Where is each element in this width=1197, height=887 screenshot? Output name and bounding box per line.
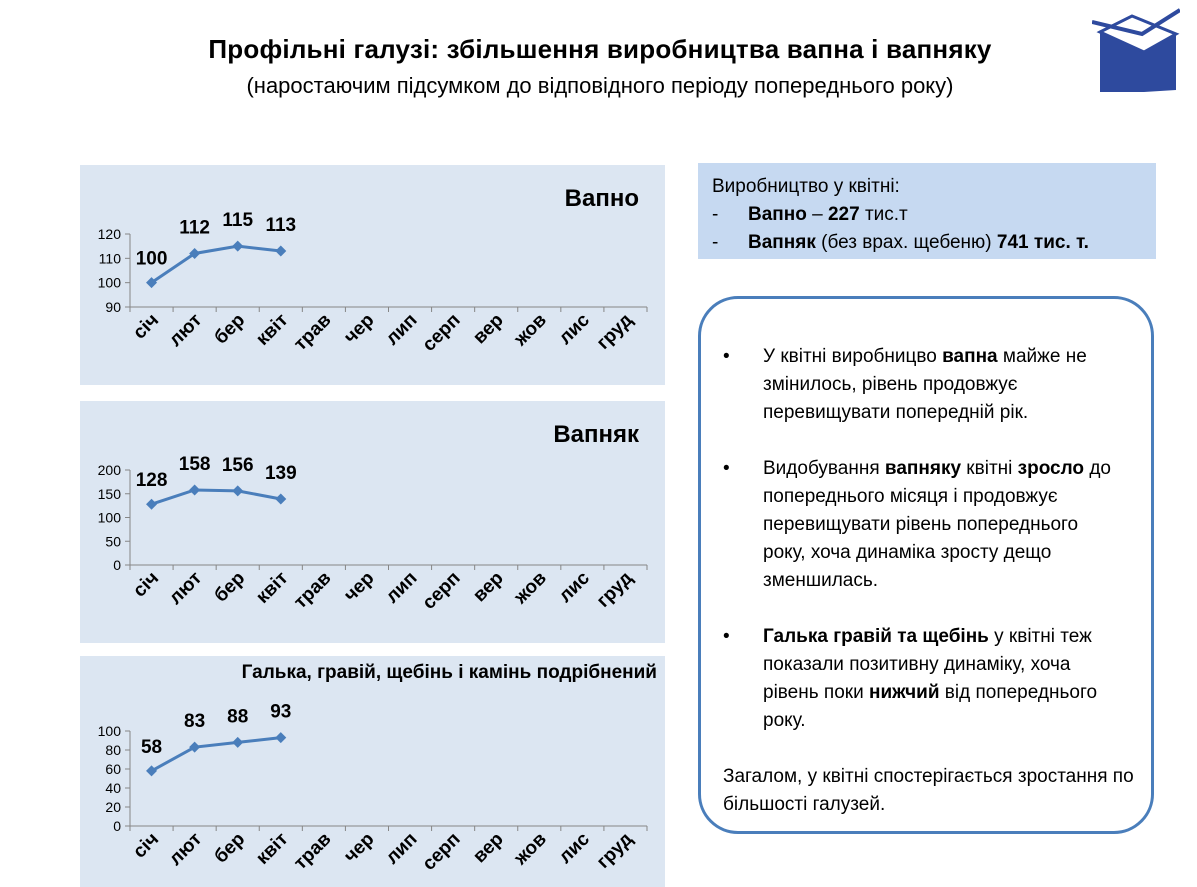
y-tick-label: 200 [97,462,121,478]
data-label: 115 [222,210,254,232]
series-line [152,246,281,283]
data-point [275,493,286,504]
y-tick-label: 80 [105,742,121,758]
x-category-label: трав [290,309,336,356]
chart-panel-vapno [80,165,665,385]
text: до попереднього місяця і продовжує перевищувати рівень попереднього року, хоча динаміка зросту дещо зменшилась. [763,458,1111,591]
y-tick-label: 50 [105,533,121,550]
text: у квітні теж показали позитивну динаміку, хоча рівень поки [763,626,1092,703]
data-point [189,484,200,495]
text-bold: вапна [942,346,998,367]
comments-box [698,296,1154,834]
x-category-label: вер [469,567,508,607]
x-category-label: лют [165,309,207,351]
x-category-label: трав [290,828,336,875]
data-point [275,732,286,743]
y-tick-label: 100 [97,723,121,739]
x-category-label: жов [510,567,551,609]
production-row-vapno [712,201,1142,229]
text: від попереднього року. [763,682,1098,731]
series-line [152,738,281,771]
x-category-label: лип [381,309,422,350]
y-tick-label: 100 [97,274,121,291]
x-category-label: квіт [252,567,293,608]
production-row-vapniak [712,229,1142,257]
bullet-dot: • [723,458,730,479]
production-vapniak-value: 741 тис. т. [996,232,1089,253]
y-tick-label: 90 [105,299,121,315]
logo-icon [1092,6,1180,94]
text: квітні [961,458,1018,479]
text-bold: вапняку [884,458,962,479]
production-vapno-value: 227 [827,204,860,225]
text-bold: зросло [1017,458,1085,479]
production-sep: – [806,204,828,225]
data-label: 139 [264,462,297,484]
chart-title-vapno: Вапно [564,185,639,212]
text: Видобування [763,458,885,479]
bullet-dot: • [723,626,730,647]
production-heading: Виробництво у квітні: [712,176,900,197]
x-category-label: вер [469,828,508,868]
x-category-label: січ [129,309,164,344]
data-label: 158 [178,453,211,475]
production-vapno-label: Вапно [748,204,807,225]
dash: - [712,232,719,253]
text: У квітні виробницво [763,346,943,367]
x-category-label: січ [129,567,164,602]
data-point [232,485,243,496]
data-label: 156 [221,454,254,476]
y-tick-label: 120 [97,226,121,242]
production-vapno-unit: тис.т [859,204,908,225]
text-bold: нижчий [868,682,940,703]
data-point [232,737,243,748]
data-label: 93 [270,701,292,723]
dash: - [712,204,719,225]
x-category-label: трав [290,567,336,614]
data-label: 83 [184,711,206,733]
chart-title-vapniak: Вапняк [553,421,639,448]
x-category-label: лют [165,828,207,870]
text: майже не змінилось, рівень продовжує перевищувати попередній рік. [763,346,1087,423]
data-point [146,765,157,776]
production-vapniak-note: (без врах. щебеню) [815,232,997,253]
chart-title-halka: Галька, гравій, щебінь і камінь подрібнений [241,662,657,683]
data-point [232,241,243,252]
chart-panel-halka [80,656,665,887]
data-point [146,499,157,510]
y-tick-label: 40 [105,780,121,796]
x-category-label: вер [469,309,508,349]
x-category-label: лют [165,567,207,609]
y-tick-label: 0 [113,818,121,834]
series-line [152,490,281,504]
page-subtitle: (наростаючим підсумком до відповідного періоду попереднього року) [246,73,954,98]
x-category-label: чер [340,828,379,868]
x-category-label: чер [340,309,379,349]
x-category-label: січ [129,828,164,863]
comments-summary: Загалом, у квітні спостерігається зростання по більшості галузей. [723,766,1134,815]
x-category-label: лип [381,828,422,869]
x-category-label: серп [418,567,465,614]
production-box [698,163,1156,259]
comment-bullet-1 [723,343,1123,427]
data-label: 100 [135,248,168,270]
x-category-label: квіт [252,828,293,869]
data-point [275,246,286,257]
x-category-label: лип [381,567,422,608]
x-category-label: груд [592,828,637,873]
data-label: 88 [227,706,249,728]
chart-halka [80,656,665,887]
x-category-label: груд [592,567,637,612]
chart-panel-vapniak [80,401,665,643]
x-category-label: серп [418,828,465,875]
x-category-label: лис [554,567,594,607]
x-category-label: лис [554,309,594,349]
comment-bullet-3 [723,623,1123,735]
data-label: 128 [135,470,168,492]
data-label: 112 [179,217,210,239]
data-label: 113 [265,215,297,237]
x-category-label: чер [340,567,379,607]
y-tick-label: 100 [97,509,121,526]
production-vapniak-label: Вапняк [748,232,816,253]
x-category-label: квіт [252,309,293,350]
y-tick-label: 20 [105,799,121,815]
x-category-label: бер [210,567,250,607]
x-category-label: груд [592,309,637,354]
y-tick-label: 110 [98,250,121,267]
text-bold: Галька гравій та щебінь [763,626,989,647]
x-category-label: жов [510,309,551,351]
bullet-dot: • [723,346,730,367]
x-category-label: жов [510,828,551,870]
y-tick-label: 0 [113,557,121,573]
comment-bullet-2 [723,455,1123,595]
data-point [189,742,200,753]
y-tick-label: 60 [105,761,121,777]
x-category-label: бер [210,828,250,868]
x-category-label: серп [418,309,465,356]
y-tick-label: 150 [97,485,121,502]
x-category-label: лис [554,828,594,868]
page-title: Профільні галузі: збільшення виробництва вапна і вапняку [208,34,992,64]
x-category-label: бер [210,309,250,349]
data-label: 58 [140,736,163,758]
